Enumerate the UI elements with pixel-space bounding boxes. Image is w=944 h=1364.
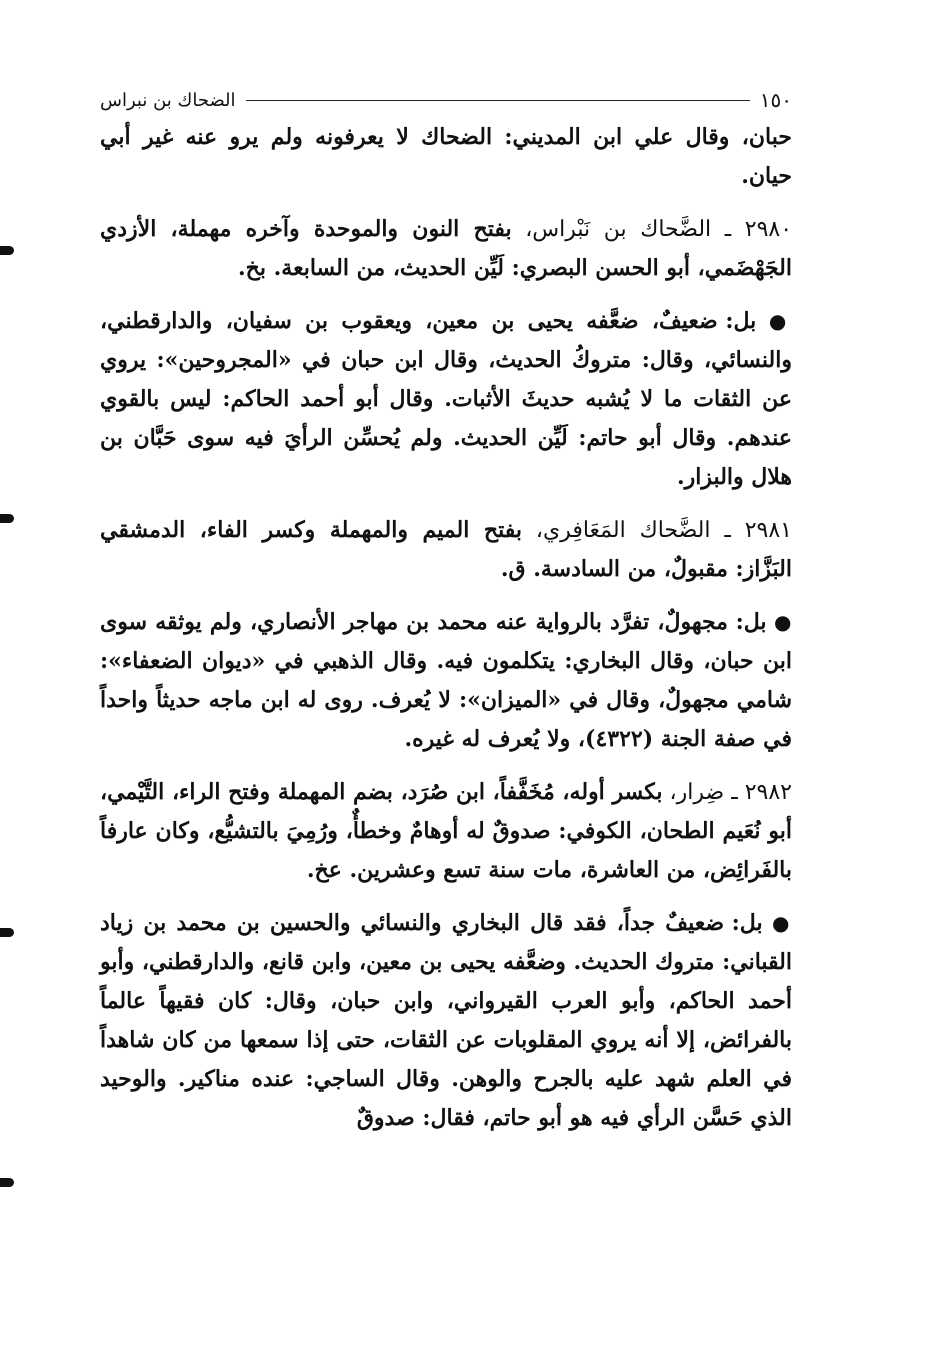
entry-heading: ٢٩٨٠ ـ الضَّحاك بن نَبْراس،: [511, 217, 793, 242]
entry-2980: [100, 210, 792, 288]
bullet-icon: ●: [762, 911, 792, 935]
commentary-2982: [100, 904, 792, 1138]
document-page: [100, 86, 792, 1138]
commentary-2980: [100, 302, 792, 497]
scan-edge-mark: [0, 928, 14, 937]
entry-2981: [100, 511, 792, 589]
commentary-text: بل: ضعيفٌ جداً، فقد قال البخاري والنسائي والحسين بن محمد بن زياد القباني: متروك الحديث. وضعَّفه يحيى بن معين، وابن قانع، والدارقطني، وأبو أحمد الحاكم، وأبو العرب القيرواني، وابن حبان، وقال: كان فقيهاً عالماً بالفرائض، إلا أنه يروي المقلوبات عن الثقات، حتى إذا سمعها من كان شاهداً في العلم شهد عليه بالجرح والوهن. وقال الساجي: عنده مناكير. والوحيد الذي حَسَّن الرأي فيه هو أبو حاتم، فقال: صدوقٌ: [100, 910, 792, 1131]
entry-text: بفتح النون والموحدة وآخره مهملة، الأزدي الجَهْضَمي، أبو الحسن البصري: لَيِّن الحديث، من السابعة. بخ.: [100, 216, 792, 281]
entry-heading: ٢٩٨٢ ـ ضِرار،: [662, 780, 792, 805]
paragraph-text: حبان، وقال علي ابن المديني: الضحاك لا يعرفونه ولم يرو عنه غير أبي حيان.: [100, 124, 792, 189]
running-title: الضحاك بن نبراس: [100, 89, 236, 111]
bullet-icon: ●: [756, 309, 792, 333]
bullet-icon: ●: [766, 610, 792, 634]
header-rule: [246, 100, 750, 101]
entry-text: بفتح الميم والمهملة وكسر الفاء، الدمشقي البَزَّاز: مقبولٌ، من السادسة. ق.: [100, 517, 792, 582]
entry-2982: [100, 773, 792, 890]
scan-edge-mark: [0, 1178, 14, 1187]
scan-edge-mark: [0, 246, 14, 255]
commentary-text: بل: مجهولٌ، تفرَّد بالرواية عنه محمد بن مهاجر الأنصاري، ولم يوثقه سوى ابن حبان، وقال البخاري: يتكلمون فيه. وقال الذهبي في «ديوان الضعفاء»: شامي مجهولٌ، وقال في «الميزان»: لا يُعرف. روى له ابن ماجه حديثاً واحداً في صفة الجنة (٤٣٢٢)، ولا يُعرف له غيره.: [100, 609, 792, 752]
scan-edge-mark: [0, 514, 14, 523]
entry-heading: ٢٩٨١ ـ الضَّحاك المَعَافِري،: [521, 518, 792, 543]
commentary-2981: [100, 603, 792, 759]
commentary-text: بل: ضعيفٌ، ضعَّفه يحيى بن معين، ويعقوب بن سفيان، والدارقطني، والنسائي، وقال: متروكُ الحديث، وقال ابن حبان في «المجروحين»: يروي عن الثقات ما لا يُشبه حديثَ الأثبات. وقال أبو أحمد الحاكم: ليس بالقوي عندهم. وقال أبو حاتم: لَيِّن الحديث. ولم يُحسِّن الرأيَ فيه سوى حَبَّان بن هلال والبزار.: [100, 308, 792, 490]
entry-text: بكسر أوله، مُخَفَّفاً، ابن صُرَد، بضم المهملة وفتح الراء، التَّيْمي، أبو نُعَيم الطحان، الكوفي: صدوقٌ له أوهامٌ وخطأٌ، ورُمِيَ بالتشيُّع، وكان عارفاً بالفَرائِض، من العاشرة، مات سنة تسع وعشرين. عخ.: [100, 779, 792, 883]
page-number: ١٥٠: [759, 88, 792, 112]
running-header: [100, 86, 792, 114]
paragraph-continuation: [100, 118, 792, 196]
